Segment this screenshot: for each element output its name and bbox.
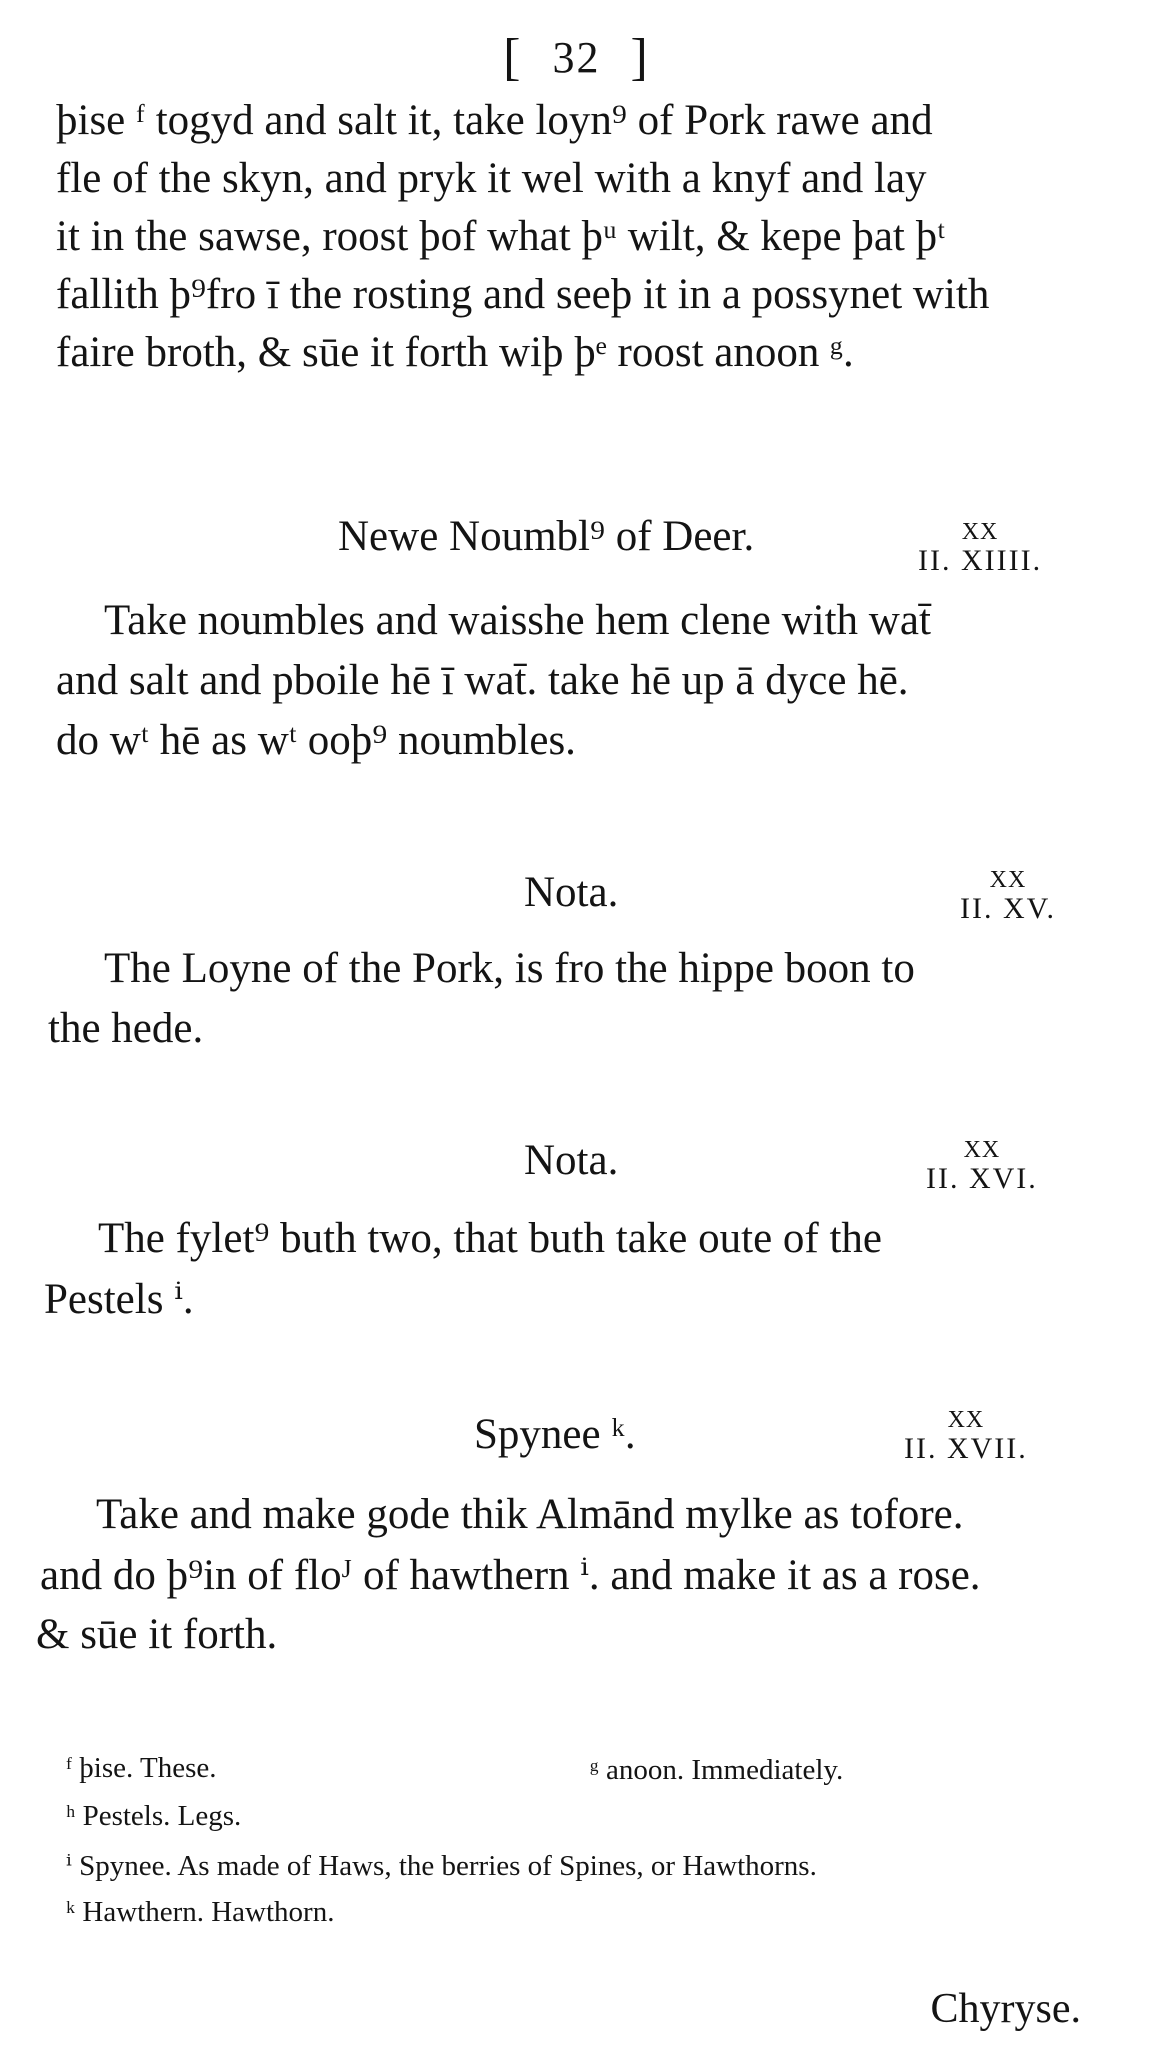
footnote-h: ʰ Pestels. Legs. — [66, 1800, 242, 1832]
paragraph-line: & sūe it forth. — [36, 1611, 278, 1658]
reference-xx: XX — [961, 519, 999, 545]
reference-xx: XX — [963, 1137, 1001, 1163]
paragraph-line: Take noumbles and waisshe hem clene with wat̄ — [104, 597, 931, 644]
section-reference — [926, 1138, 1038, 1194]
section-title: Nota. — [524, 1137, 619, 1184]
paragraph-line: þise ᶠ togyd and salt it, take loyn⁹ of Pork rawe and — [56, 97, 933, 144]
footnote-i: ⁱ Spynee. As made of Haws, the berries of Spines, or Hawthorns. — [66, 1850, 817, 1882]
paragraph-line: Take and make gode thik Almānd mylke as tofore. — [96, 1491, 964, 1538]
paragraph-line: fle of the skyn, and pryk it wel with a knyf and lay — [56, 155, 927, 202]
paragraph-line: fallith þ⁹fro ī the rosting and seeþ it in a possynet with — [56, 271, 990, 318]
right-bracket: ] — [630, 29, 650, 86]
paragraph-line: do wᵗ hē as wᵗ ooþ⁹ noumbles. — [56, 717, 576, 764]
catchword: Chyryse. — [930, 1986, 1081, 2032]
reference-number: II. XV. — [960, 892, 1056, 925]
reference-number: II. XIIII. — [918, 544, 1043, 577]
footnote-f: ᶠ þise. These. — [66, 1752, 217, 1784]
paragraph-line: and salt and pboile hē ī wat̄. take hē up ā dyce hē. — [56, 657, 909, 704]
section-reference — [918, 520, 1042, 576]
paragraph-line: the hede. — [48, 1005, 204, 1052]
paragraph-line: The fylet⁹ buth two, that buth take oute of the — [98, 1215, 883, 1262]
footnote-g: ᵍ anoon. Immediately. — [590, 1754, 844, 1786]
paragraph-line: it in the sawse, roost þof what þᵘ wilt, & kepe þat þᵗ — [56, 213, 946, 260]
section-title: Spynee ᵏ. — [474, 1411, 636, 1458]
reference-number: II. XVII. — [904, 1432, 1028, 1465]
section-reference — [904, 1408, 1028, 1464]
page-number: 32 — [552, 33, 601, 82]
section-title: Newe Noumbl⁹ of Deer. — [338, 513, 755, 560]
section-reference — [960, 868, 1056, 924]
left-bracket: [ — [503, 29, 523, 86]
paragraph-line: Pestels ⁱ. — [44, 1276, 194, 1323]
reference-xx: XX — [989, 867, 1027, 893]
reference-number: II. XVI. — [926, 1162, 1038, 1195]
page-header — [0, 28, 1153, 87]
paragraph-line: and do þ⁹in of floᴶ of hawthern ⁱ. and make it as a rose. — [40, 1552, 981, 1599]
section-title: Nota. — [524, 869, 619, 916]
footnote-k: ᵏ Hawthern. Hawthorn. — [66, 1896, 335, 1928]
paragraph-line: faire broth, & sūe it forth wiþ þᵉ roost anoon ᵍ. — [56, 329, 854, 376]
reference-xx: XX — [947, 1407, 985, 1433]
paragraph-line: The Loyne of the Pork, is fro the hippe boon to — [104, 945, 915, 992]
